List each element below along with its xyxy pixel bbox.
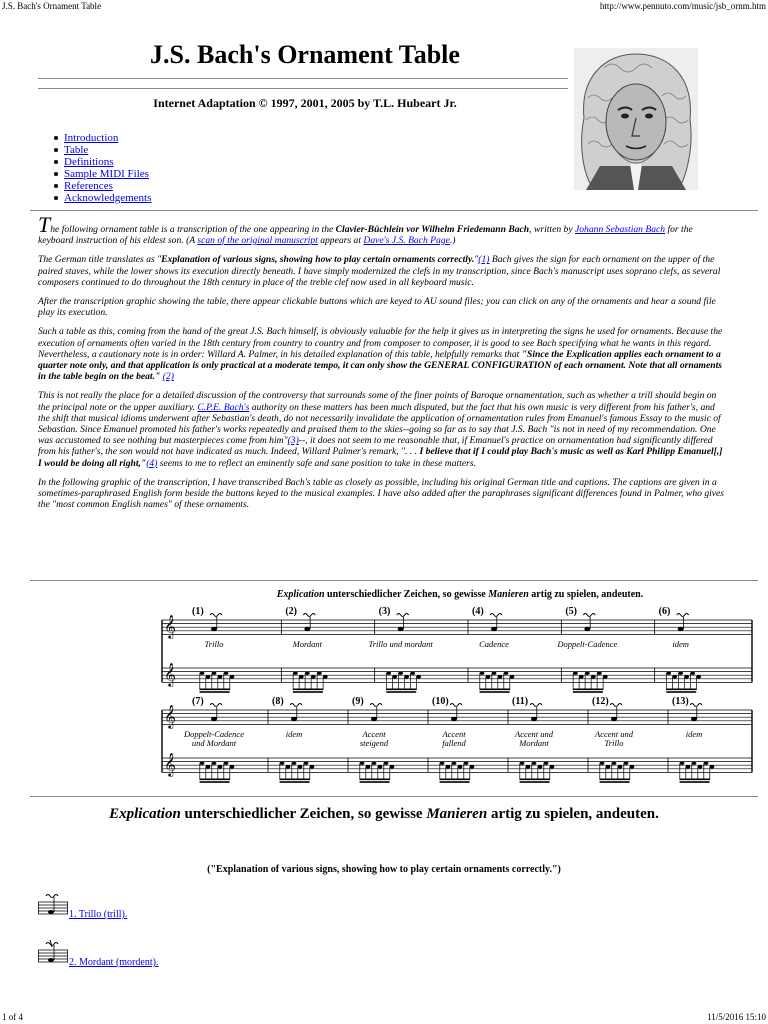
execution-note-icon [618, 765, 623, 768]
ornament-sign-icon [583, 614, 595, 617]
execution-note-icon [532, 762, 537, 765]
toc-item-introduction[interactable] [52, 132, 151, 144]
execution-note-icon [510, 675, 515, 678]
print-header-url: http://www.pennuto.com/music/jsb_ornm.htm [599, 1, 766, 11]
intro-p5-text-b: authority on these matters has been much disputed, but the fact that his own music is very different from his father's, and the shift that musical idioms underwent after Sebastian's death, do not necessarily invalidate the application of ornamentation rules from Emanuel's famous Essay to the music of Sebastian. Since Emanuel promoted his father's works repeatedly and praised them to the skies--going so far as to say that J.S. Bach "is not in need of my recommendation. One was accustomed to see nothing but masterpieces come from him" [38, 401, 721, 447]
intro-p1-text-a: he following ornament table is a transcription of the one appearing in the [50, 224, 336, 235]
execution-note-icon [299, 675, 304, 678]
heading-mid: unterschiedlicher Zeichen, so gewisse [180, 806, 427, 822]
intro-p5-bold: I believe that if I could play Bach's music as well as Karl Philipp Emanuel[,] I would be doing all right," [38, 446, 723, 469]
execution-note-icon [686, 765, 691, 768]
execution-note-icon [606, 765, 611, 768]
quarter-note-icon [211, 627, 217, 631]
execution-note-icon [292, 762, 297, 765]
quarter-note-icon [398, 627, 404, 631]
execution-note-icon [206, 675, 211, 678]
execution-note-icon [311, 675, 316, 678]
execution-note-icon [526, 765, 531, 768]
ornament-sign-icon [610, 704, 622, 707]
execution-note-icon [404, 675, 409, 678]
ornament-caption: Accent und [515, 729, 553, 739]
execution-note-icon [200, 762, 205, 765]
bach-portrait [574, 48, 698, 190]
explication-heading [0, 806, 768, 823]
execution-note-icon [360, 762, 365, 765]
execution-note-icon [470, 765, 475, 768]
title-translation: ("Explanation of various signs, showing how to play certain ornaments correctly.") [207, 864, 561, 875]
execution-note-icon [317, 672, 322, 675]
treble-clef-icon: 𝄞 [164, 752, 176, 776]
ornament-caption: idem [285, 729, 303, 739]
execution-note-icon [366, 765, 371, 768]
ornament-number: (7) [192, 696, 204, 707]
quarter-note-icon [611, 717, 617, 721]
ornament-caption-line-2: Trillo [604, 738, 624, 748]
link-johann-sebastian-bach[interactable]: Johann Sebastian Bach [575, 224, 666, 235]
ornament-caption-line-2: fallend [442, 738, 466, 748]
execution-note-icon [398, 672, 403, 675]
execution-note-icon [323, 675, 328, 678]
execution-note-icon [384, 762, 389, 765]
execution-note-icon [684, 675, 689, 678]
ornament-sign-icon [690, 704, 702, 707]
execution-note-icon [492, 672, 497, 675]
toc-item-references[interactable] [52, 180, 151, 192]
ornament-link-1[interactable]: 1. Trillo (trill). [69, 909, 128, 920]
execution-note-icon [298, 765, 303, 768]
intro-p1-text-b: , written by [529, 224, 575, 235]
execution-note-icon [386, 672, 391, 675]
execution-note-icon [603, 675, 608, 678]
ornament-button-2-icon[interactable] [38, 938, 68, 968]
intro-p1-text-c: for the keyboard instruction of his eldest son. (A [38, 224, 693, 247]
intro-p5-text-c: --, it does not seem to me reasonable that, if Emanuel's practice on ornamentation had significantly differed from his father's, the son would not have indicated as much. Indeed, Willard Palmer's remark, ". . . [38, 435, 713, 458]
ornament-caption: Accent und [595, 729, 633, 739]
execution-note-icon [666, 672, 671, 675]
ornament-number: (4) [472, 606, 484, 617]
treble-clef-icon: 𝄞 [164, 662, 176, 686]
score-heading: Explication unterschiedlicher Zeichen, so gewisse Manieren artig zu spielen, andeuten. [276, 589, 644, 600]
execution-note-icon [504, 672, 509, 675]
ornament-sign-icon [303, 614, 315, 617]
quarter-note-icon [211, 717, 217, 721]
print-header-title: J.S. Bach's Ornament Table [2, 1, 102, 11]
ornament-caption: Accent [362, 729, 386, 739]
intro-paragraph-4 [38, 326, 728, 382]
execution-note-icon [224, 672, 229, 675]
execution-note-icon [310, 765, 315, 768]
toc-link-references[interactable]: References [64, 180, 113, 192]
print-footer-datetime: 11/5/2016 15:10 [707, 1012, 766, 1022]
execution-note-icon [690, 672, 695, 675]
print-footer-page: 1 of 4 [2, 1012, 23, 1022]
execution-note-icon [498, 675, 503, 678]
execution-note-icon [550, 765, 555, 768]
intro-p5-text-a: This is not really the place for a detailed discussion of the controversy that surrounds some of the finer points of Baroque ornamentation, such as whether a trill should begin on the principal note or the upper auxiliary. [38, 390, 717, 413]
title-rule-bottom [38, 88, 568, 89]
execution-note-icon [704, 762, 709, 765]
ornament-sign-icon [450, 704, 462, 707]
ornament-number: (6) [658, 606, 671, 617]
ornament-number: (11) [512, 696, 529, 707]
intro-p2-text-a: The German title translates as " [38, 254, 162, 266]
execution-note-icon [544, 762, 549, 765]
quarter-note-icon [304, 627, 310, 631]
toc-link-table[interactable]: Table [64, 144, 89, 156]
execution-note-icon [710, 765, 715, 768]
ornament-caption: Accent [442, 729, 466, 739]
ornament-caption-line-2: steigend [359, 738, 389, 748]
execution-note-icon [218, 675, 223, 678]
ornament-caption-line-2: und Mordant [191, 738, 237, 748]
ornament-sign-icon [370, 704, 382, 707]
heading-end: artig zu spielen, andeuten. [487, 806, 659, 822]
ornament-caption: idem [672, 639, 689, 649]
toc-item-midi[interactable] [52, 168, 151, 180]
ornament-caption: Trillo und mordant [368, 639, 433, 649]
quarter-note-icon [491, 627, 497, 631]
score-row-2 [162, 696, 752, 783]
execution-note-icon [678, 672, 683, 675]
footnote-link-2[interactable]: (2) [162, 371, 174, 383]
ornament-number: (12) [592, 696, 609, 707]
treble-clef-icon: 𝄞 [164, 704, 176, 728]
ornament-number: (5) [565, 606, 578, 617]
execution-note-icon [573, 672, 578, 675]
ornament-button-1-icon[interactable] [38, 890, 68, 920]
footnote-link-1[interactable]: (1) [478, 254, 490, 266]
execution-note-icon [630, 765, 635, 768]
execution-note-icon [672, 675, 677, 678]
intro-p1-bold: Clavier-Büchlein vor Wilhelm Friedemann Bach [335, 224, 530, 235]
ornament-number: (9) [352, 696, 364, 707]
title-rule-top [38, 78, 568, 79]
execution-note-icon [696, 675, 701, 678]
ornament-caption-line-2: Mordant [519, 738, 549, 748]
execution-note-icon [410, 672, 415, 675]
toc-item-acknowledgements[interactable] [52, 192, 151, 204]
ornament-item-1[interactable] [38, 890, 128, 925]
toc-item-definitions[interactable] [52, 156, 151, 168]
page-subtitle: Internet Adaptation © 1997, 2001, 2005 by T.L. Hubeart Jr. [153, 96, 457, 110]
table-of-contents [52, 132, 151, 204]
quarter-note-icon [691, 717, 697, 721]
intro-p1-text-e: .) [449, 235, 456, 247]
ornament-caption: Mordant [292, 639, 323, 649]
execution-note-icon [624, 762, 629, 765]
execution-note-icon [392, 675, 397, 678]
ornament-sign-icon [397, 614, 409, 617]
ornament-number: (2) [285, 606, 298, 617]
execution-note-icon [218, 765, 223, 768]
execution-note-icon [304, 762, 309, 765]
execution-note-icon [520, 762, 525, 765]
ornament-sign-icon [210, 704, 222, 707]
toc-link-introduction[interactable]: Introduction [64, 132, 119, 144]
treble-clef-icon: 𝄞 [164, 614, 176, 638]
execution-note-icon [597, 672, 602, 675]
execution-note-icon [293, 672, 298, 675]
ornament-caption: Doppelt-Cadence [557, 639, 618, 649]
execution-note-icon [480, 672, 485, 675]
introduction-text [38, 212, 728, 518]
execution-note-icon [579, 675, 584, 678]
execution-note-icon [305, 672, 310, 675]
heading-italic-1: Explication [109, 806, 181, 822]
execution-note-icon [538, 765, 543, 768]
execution-note-icon [680, 762, 685, 765]
execution-note-icon [200, 672, 205, 675]
ornament-sign-icon [677, 614, 689, 617]
intro-paragraph-2 [38, 254, 728, 288]
ornament-sign-icon [530, 704, 542, 707]
execution-note-icon [600, 762, 605, 765]
print-header [0, 0, 768, 14]
ornament-caption: idem [685, 729, 703, 739]
execution-note-icon [698, 765, 703, 768]
execution-note-icon [390, 765, 395, 768]
intro-p2-text-c: Bach gives the sign for each ornament on the upper of the paired staves, while the lower shows its execution directly beneath. I have simply modernized the clefs in my transcription, since Bach's manuscript uses soprano clefs, as several composers continued to do throughout the 18th century in place of the treble clef now used in all keyboard music. [38, 254, 721, 288]
print-footer [0, 1010, 768, 1024]
toc-link-midi[interactable]: Sample MIDI Files [64, 168, 149, 180]
footnote-link-4[interactable]: (4) [146, 457, 158, 469]
toc-item-table[interactable] [52, 144, 151, 156]
execution-note-icon [692, 762, 697, 765]
execution-note-icon [486, 675, 491, 678]
intro-p2-bold: Explanation of various signs, showing how to play certain ornaments correctly. [161, 254, 475, 266]
quarter-note-icon [371, 717, 377, 721]
heading-italic-2: Manieren [426, 806, 488, 822]
toc-link-acknowledgements[interactable]: Acknowledgements [64, 192, 152, 204]
intro-p2-text-b: " [474, 254, 479, 266]
execution-note-icon [446, 765, 451, 768]
intro-p1-text-d: appears at [317, 235, 364, 247]
section-rule-1 [30, 210, 758, 211]
ornament-sign-icon [290, 704, 302, 707]
page-title: J.S. Bach's Ornament Table [150, 40, 460, 69]
execution-note-icon [440, 762, 445, 765]
score-row-1 [162, 606, 752, 693]
execution-note-icon [212, 762, 217, 765]
execution-note-icon [280, 762, 285, 765]
execution-note-icon [206, 765, 211, 768]
quarter-note-icon [678, 627, 684, 631]
ornament-link-2[interactable]: 2. Mordant (mordent). [69, 957, 159, 968]
intro-paragraph-1 [38, 212, 728, 247]
intro-paragraph-5 [38, 390, 728, 468]
execution-note-icon [378, 765, 383, 768]
execution-note-icon [230, 765, 235, 768]
ornament-caption: Cadence [479, 639, 509, 649]
execution-note-icon [464, 762, 469, 765]
ornament-number: (10) [432, 696, 449, 707]
execution-note-icon [286, 765, 291, 768]
quarter-note-icon [451, 717, 457, 721]
ornament-item-2[interactable] [38, 938, 159, 973]
execution-note-icon [212, 672, 217, 675]
ornament-caption: Trillo [204, 639, 224, 649]
ornament-caption: Doppelt-Cadence [184, 729, 244, 739]
intro-p5-text-d: seems to me to reflect an eminently safe and sane position to take in these matters. [157, 457, 476, 469]
link-scan-manuscript[interactable]: scan of the original manuscript [197, 235, 318, 247]
execution-note-icon [230, 675, 235, 678]
execution-note-icon [591, 675, 596, 678]
toc-link-definitions[interactable]: Definitions [64, 156, 114, 168]
intro-paragraph-3: After the transcription graphic showing the table, there appear clickable buttons which are keyed to AU sound files; you can click on any of the ornaments and hear a sound file play its execution. [38, 296, 716, 319]
execution-note-icon [612, 762, 617, 765]
ornament-sign-icon [210, 614, 222, 617]
quarter-note-icon [584, 627, 590, 631]
intro-p4-bold: "Since the Explication applies each ornament to a quarter note only, and that application is only practical at a moderate tempo, it can only show the GENERAL CONFIGURATION of each ornament. Note that all ornaments in the table begin on the beat." [38, 348, 722, 383]
ornament-number: (1) [192, 606, 204, 617]
ornament-number: (13) [672, 696, 689, 707]
drop-cap: T [38, 212, 51, 237]
ornament-number: (3) [378, 606, 391, 617]
section-rule-3 [30, 796, 758, 797]
execution-note-icon [452, 762, 457, 765]
intro-paragraph-6: In the following graphic of the transcription, I have transcribed Bach's table as closely as possible, including his original German title and captions. The captions are given in a sometimes-paraphrased English form beside the buttons keyed to the musical examples. I have also added after the paraphrases significant differences found in Palmer, who gives the "most common English names" of these ornaments. [38, 476, 725, 511]
ornament-table-score [150, 586, 760, 786]
execution-note-icon [585, 672, 590, 675]
execution-note-icon [458, 765, 463, 768]
footnote-link-3[interactable]: (3) [287, 435, 299, 447]
link-cpe-bach[interactable]: C.P.E. Bach's [197, 401, 250, 413]
quarter-note-icon [531, 717, 537, 721]
ornament-sign-icon [490, 614, 502, 617]
section-rule-2 [30, 580, 758, 581]
ornament-number: (8) [272, 696, 284, 707]
intro-p4-text-a: Such a table as this, coming from the hand of the great J.S. Bach himself, is obviously valuable for the help it gives us in interpreting the signs he used for ornaments. Because the execution of ornaments often varied in the 18th century from country to country and from composer to composer, it is good to see Bach specifying what he wants in this regard. Nevertheless, a cautionary note is in order: Willard A. Palmer, in his detailed explanation of this table, helpfully remarks that [38, 326, 723, 360]
execution-note-icon [224, 762, 229, 765]
execution-note-icon [416, 675, 421, 678]
link-daves-bach-page[interactable]: Dave's J.S. Bach Page [363, 235, 450, 247]
execution-note-icon [372, 762, 377, 765]
quarter-note-icon [291, 717, 297, 721]
